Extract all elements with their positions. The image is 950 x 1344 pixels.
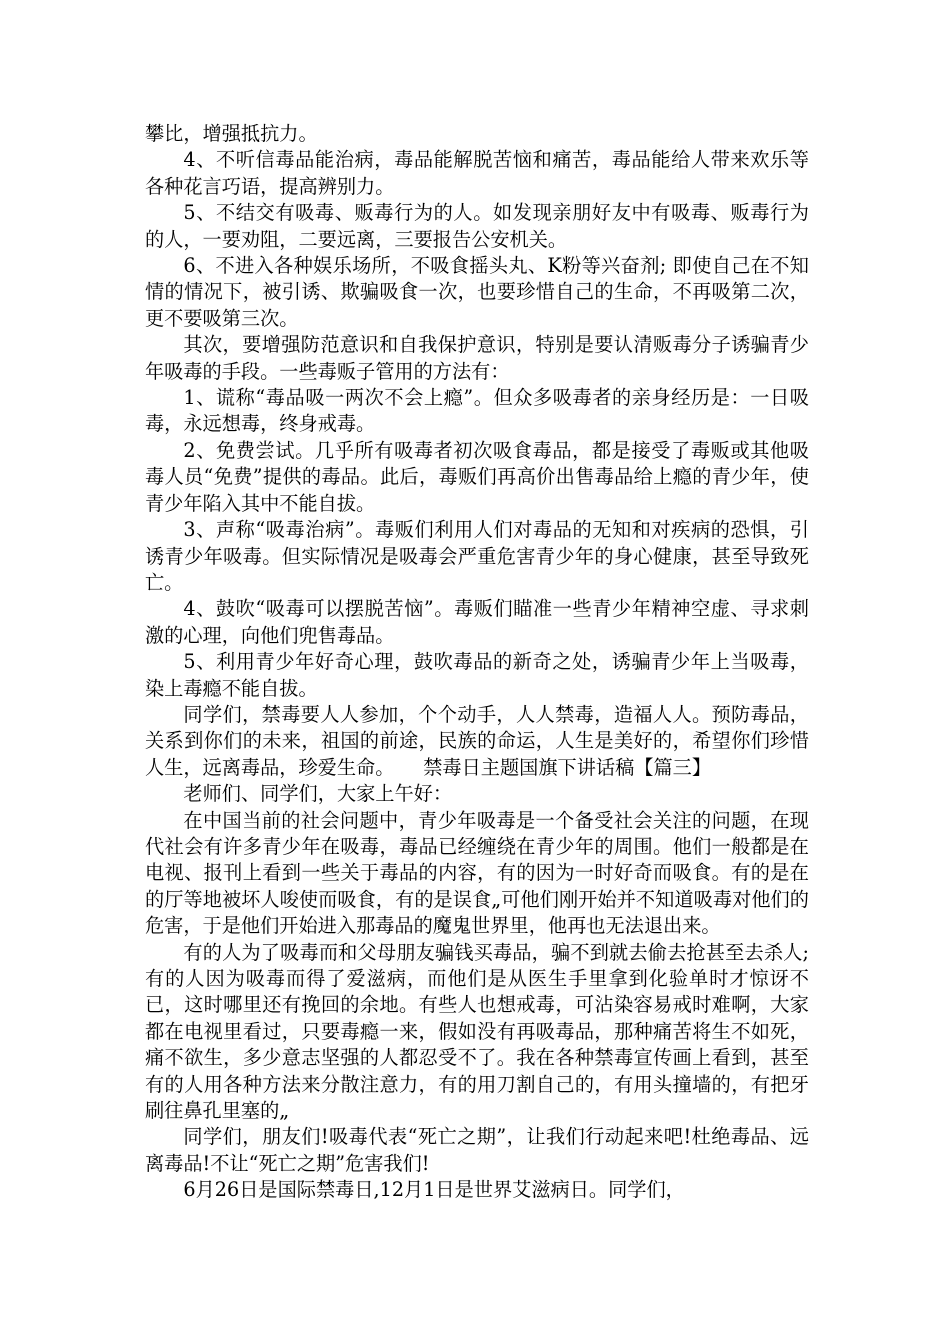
paragraph: 在中国当前的社会问题中，青少年吸毒是一个备受社会关注的问题，在现代社会有许多青少年在吸毒，毒品已经缠绕在青少年的周围。他们一般都是在电视、报刊上看到一些关于毒品的内容，有的因为一时好奇而吸食。有的是在的厅等地被坏人唆使而吸食，有的是误食„可他们刚开始并不知道吸毒对他们的危害，于是他们开始进入那毒品的魔鬼世界里，他再也无法退出来。: [145, 808, 809, 938]
paragraph: 6、不进入各种娱乐场所，不吸食摇头丸、K粉等兴奋剂; 即使自己在不知情的情况下，被引诱、欺骗吸食一次，也要珍惜自己的生命，不再吸第二次，更不要吸第三次。: [145, 254, 809, 330]
document-body: [145, 121, 809, 1204]
paragraph: 4、鼓吹“吸毒可以摆脱苦恼”。毒贩们瞄准一些青少年精神空虚、寻求刺激的心理，向他们兜售毒品。: [145, 597, 809, 647]
paragraph: 3、声称“吸毒治病”。毒贩们利用人们对毒品的无知和对疾病的恐惧，引诱青少年吸毒。但实际情况是吸毒会严重危害青少年的身心健康，甚至导致死亡。: [145, 518, 809, 594]
paragraph: 6月26日是国际禁毒日,12月1日是世界艾滋病日。同学们，: [183, 1178, 685, 1202]
paragraph: 4、不听信毒品能治病，毒品能解脱苦恼和痛苦，毒品能给人带来欢乐等各种花言巧语，提高辨别力。: [145, 148, 809, 198]
paragraph: 5、利用青少年好奇心理，鼓吹毒品的新奇之处，诱骗青少年上当吸毒，染上毒瘾不能自拔。: [145, 650, 809, 700]
paragraph: 老师们、同学们，大家上午好：: [183, 782, 453, 806]
paragraph: 有的人为了吸毒而和父母朋友骗钱买毒品，骗不到就去偷去抢甚至去杀人;有的人因为吸毒而得了爱滋病，而他们是从医生手里拿到化验单时才惊讶不已，这时哪里还有挽回的余地。有些人也想戒毒，可沾染容易戒时难啊，大家都在电视里看过，只要毒瘾一来，假如没有再吸毒品，那种痛苦将生不如死，痛不欲生，多少意志坚强的人都忍受不了。我在各种禁毒宣传画上看到，甚至有的人用各种方法来分散注意力，有的用刀割自己的，有用头撞墙的，有把牙刷往鼻孔里塞的„: [145, 940, 809, 1123]
paragraph: 攀比，增强抵抗力。: [145, 122, 318, 145]
paragraph: 5、不结交有吸毒、贩毒行为的人。如发现亲朋好友中有吸毒、贩毒行为的人，一要劝阻，二要远离，三要报告公安机关。: [145, 201, 809, 251]
paragraph: 同学们，朋友们!吸毒代表“死亡之期”，让我们行动起来吧!杜绝毒品、远离毒品!不让“死亡之期”危害我们!: [145, 1125, 809, 1175]
paragraph: 2、免费尝试。几乎所有吸毒者初次吸食毒品，都是接受了毒贩或其他吸毒人员“免费”提供的毒品。此后，毒贩们再高价出售毒品给上瘾的青少年，使青少年陷入其中不能自拔。: [145, 438, 809, 515]
paragraph: 同学们，禁毒要人人参加，个个动手，人人禁毒，造福人人。预防毒品，关系到你们的未来，祖国的前途，民族的命运，人生是美好的，希望你们珍惜人生，远离毒品，珍爱生命。 禁毒日主题国旗下讲话稿【篇三】: [145, 702, 809, 779]
paragraph: 1、谎称“毒品吸一两次不会上瘾”。但众多吸毒者的亲身经历是：一日吸毒，永远想毒，终身戒毒。: [145, 386, 809, 436]
paragraph: 其次，要增强防范意识和自我保护意识，特别是要认清贩毒分子诱骗青少年吸毒的手段。一些毒贩子管用的方法有：: [145, 333, 809, 383]
